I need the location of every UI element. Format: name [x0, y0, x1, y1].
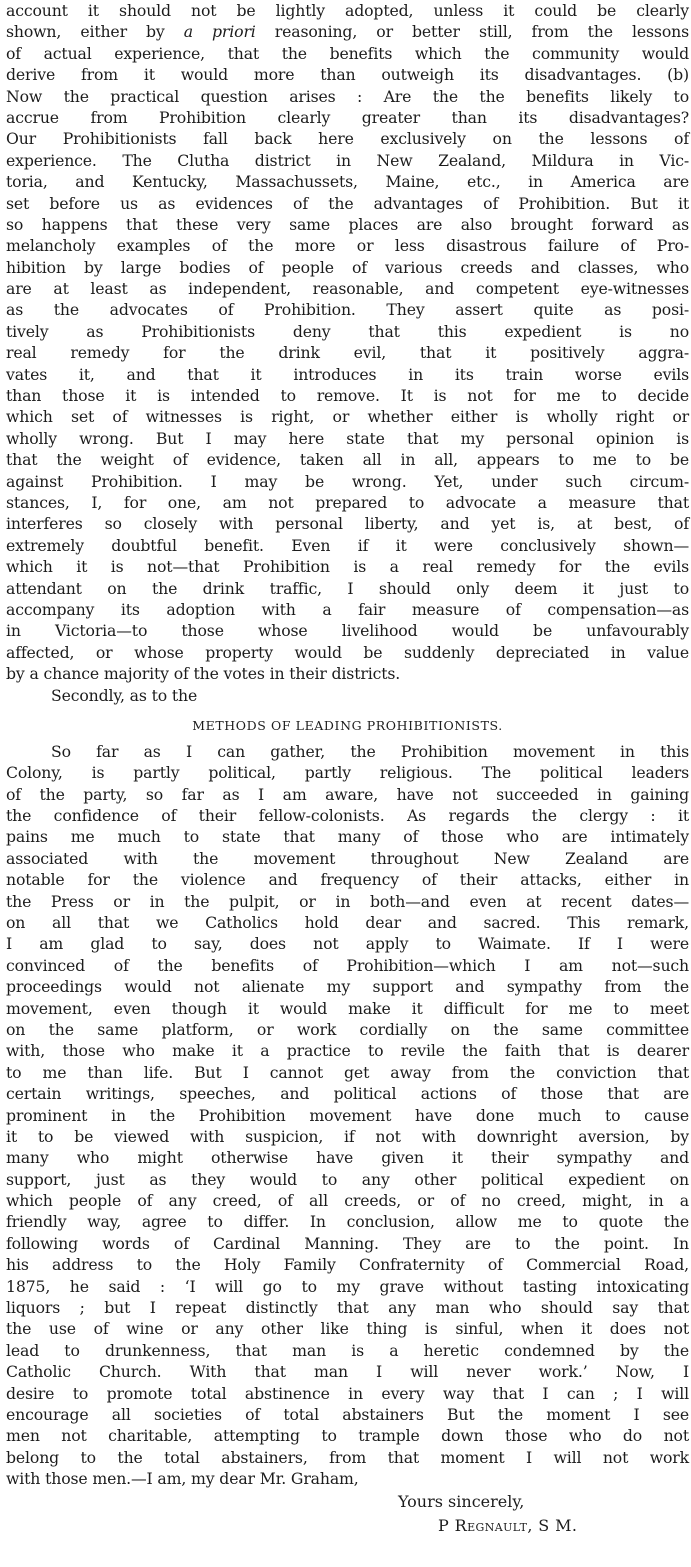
- text-line: support, just as they would to any other political expedient on: [6, 1169, 689, 1189]
- text-line: accrue from Prohibition clearly greater than its disadvantages?: [6, 107, 689, 127]
- text-line: account it should not be lightly adopted, unless it could be clearly: [6, 1, 689, 20]
- text-line: on all that we Catholics hold dear and sacred. This remark,: [6, 913, 689, 933]
- text-line: against Prohibition. I may be wrong. Yet, under such circum-: [6, 471, 689, 491]
- text-line: convinced of the benefits of Prohibition—which I am not—such: [6, 955, 689, 975]
- text-line: hibition by large bodies of people of various creeds and classes, who: [6, 257, 689, 277]
- text-line: stances, I, for one, am not prepared to advocate a measure that: [6, 492, 689, 512]
- text-line: than those it is intended to remove. It is not for me to decide: [6, 386, 689, 406]
- text-line: which people of any creed, of all creeds, or of no creed, might, in a: [6, 1191, 689, 1211]
- text-line: vates it, and that it introduces in its train worse evils: [6, 364, 689, 384]
- text-line: real remedy for the drink evil, that it positively aggra-: [6, 343, 689, 363]
- text-line: proceedings would not alienate my support and sympathy from the: [6, 977, 689, 997]
- transition-line: Secondly, as to the: [51, 685, 198, 705]
- text-line: Catholic Church. With that man I will never work.’ Now, I: [6, 1362, 689, 1382]
- text-line: derive from it would more than outweigh its disadvantages. (b): [6, 65, 689, 85]
- text-line: which it is not—that Prohibition is a real remedy for the evils: [6, 557, 689, 577]
- text-line: are at least as independent, reasonable, and competent eye-witnesses: [6, 279, 689, 299]
- signature-suffix: , S M.: [527, 1515, 578, 1535]
- text-line: his address to the Holy Family Confraternity of Commercial Road,: [6, 1255, 689, 1275]
- text-line: as the advocates of Prohibition. They assert quite as posi-: [6, 300, 689, 320]
- text-line: on the same platform, or work cordially on the same committee: [6, 1019, 689, 1039]
- article-page: [6, 0, 689, 1538]
- text-line: of the party, so far as I am aware, have not succeeded in gaining: [6, 784, 689, 804]
- text-line: Our Prohibitionists fall back here exclusively on the lessons of: [6, 129, 689, 149]
- text-line: the Press or in the pulpit, or in both—and even at recent dates—: [6, 891, 689, 911]
- paragraph-prohibition-evidence: [6, 0, 689, 685]
- text-line: associated with the movement throughout New Zealand are: [6, 848, 689, 868]
- text-line: it to be viewed with suspicion, if not with downright aversion, by: [6, 1126, 689, 1146]
- text-line: So far as I can gather, the Prohibition movement in this: [51, 741, 689, 761]
- text-line: interferes so closely with personal liberty, and yet is, at best, of: [6, 514, 689, 534]
- text-line: prominent in the Prohibition movement have done much to cause: [6, 1105, 689, 1125]
- text-line: Now the practical question arises : Are the the benefits likely to: [6, 86, 689, 106]
- latin-phrase: a priori: [183, 22, 256, 42]
- text-line: the use of wine or any other like thing is sinful, when it does not: [6, 1319, 689, 1339]
- text-line: affected, or whose property would be suddenly depreciated in value: [6, 642, 689, 662]
- text-line: desire to promote total abstinence in every way that I can ; I will: [6, 1383, 689, 1403]
- text-line: movement, even though it would make it difficult for me to meet: [6, 998, 689, 1018]
- text-line: in Victoria—to those whose livelihood would be unfavourably: [6, 621, 689, 641]
- text-line: certain writings, speeches, and political actions of those that are: [6, 1084, 689, 1104]
- text-line: friendly way, agree to differ. In conclusion, allow me to quote the: [6, 1212, 689, 1232]
- text-line: liquors ; but I repeat distinctly that any man who should say that: [6, 1298, 689, 1318]
- text-line: attendant on the drink traffic, I should only deem it just to: [6, 578, 689, 598]
- text-line: set before us as evidences of the advantages of Prohibition. But it: [6, 193, 689, 213]
- text-line: experience. The Clutha district in New Zealand, Mildura in Vic-: [6, 150, 689, 170]
- text-line: toria, and Kentucky, Massachussets, Maine, etc., in America are: [6, 172, 689, 192]
- text-line: which set of witnesses is right, or whether either is wholly right or: [6, 407, 689, 427]
- text-line: I am glad to say, does not apply to Waimate. If I were: [6, 934, 689, 954]
- text-line: encourage all societies of total abstainers But the moment I see: [6, 1405, 689, 1424]
- text-line: with those men.—I am, my dear Mr. Graham,: [6, 1469, 359, 1489]
- text-line: notable for the violence and frequency of their attacks, either in: [6, 870, 689, 890]
- section-heading: METHODS OF LEADING PROHIBITIONISTS.: [192, 717, 503, 733]
- text-line: Colony, is partly political, partly religious. The political leaders: [6, 763, 689, 783]
- text-line: melancholy examples of the more or less disastrous failure of Pro-: [6, 236, 689, 256]
- text-line: extremely doubtful benefit. Even if it were conclusively shown—: [6, 535, 689, 555]
- signature-initial: P: [438, 1515, 450, 1535]
- paragraph-methods: [6, 741, 689, 1490]
- text-line: wholly wrong. But I may here state that my personal opinion is: [6, 428, 689, 448]
- letter-closing: Yours sincerely,: [398, 1491, 525, 1511]
- text-line: tively as Prohibitionists deny that this expedient is no: [6, 321, 689, 341]
- text-line: lead to drunkenness, that man is a heretic condemned by the: [6, 1340, 689, 1360]
- text-line: pains me much to state that many of those who are intimately: [6, 827, 689, 847]
- text-line: belong to the total abstainers, from that moment I will not work: [6, 1447, 689, 1467]
- text-line: accompany its adoption with a fair measure of compensation—as: [6, 599, 689, 619]
- text-line: shown, either by a priori reasoning, or better still, from the lessons: [6, 22, 689, 42]
- text-line: 1875, he said : ‘I will go to my grave without tasting intoxicating: [6, 1276, 689, 1296]
- letter-signature: [6, 1514, 689, 1538]
- text-line: by a chance majority of the votes in their districts.: [6, 664, 401, 684]
- text-line: following words of Cardinal Manning. They are to the point. In: [6, 1233, 689, 1253]
- signature-surname: Regnault: [454, 1515, 528, 1535]
- text-line: many who might otherwise have given it their sympathy and: [6, 1148, 689, 1168]
- text-line: so happens that these very same places are also brought forward as: [6, 214, 689, 234]
- text-line: the confidence of their fellow-colonists. As regards the clergy : it: [6, 806, 689, 826]
- text-line: to me than life. But I cannot get away from the conviction that: [6, 1062, 689, 1082]
- text-line: with, those who make it a practice to revile the faith that is dearer: [6, 1041, 689, 1061]
- text-line: men not charitable, attempting to trample down those who do not: [6, 1426, 689, 1446]
- text-line: of actual experience, that the benefits which the community would: [6, 43, 689, 63]
- text-line: that the weight of evidence, taken all in all, appears to me to be: [6, 450, 689, 470]
